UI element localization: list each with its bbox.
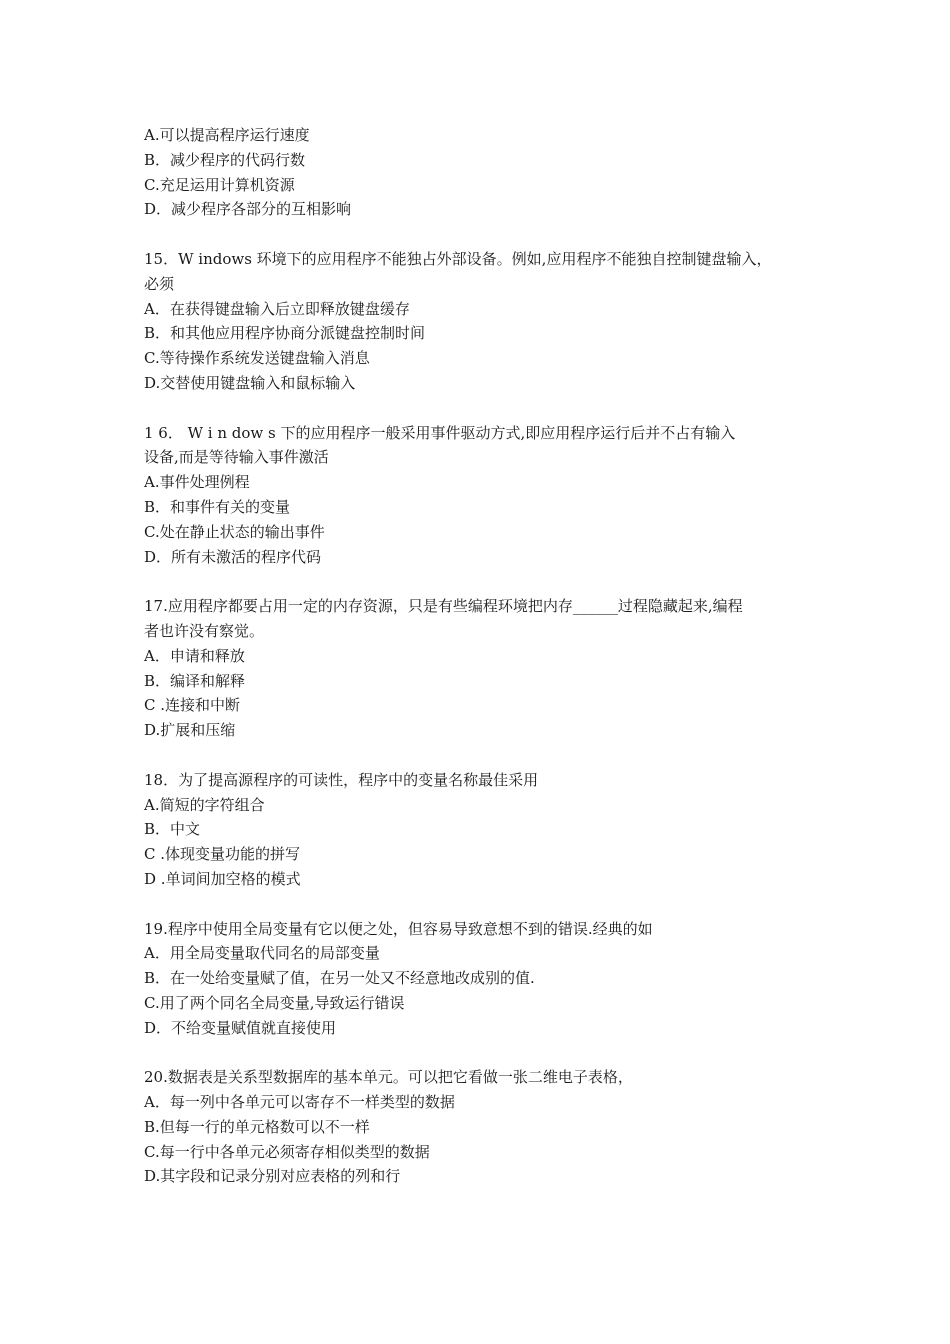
answer-option: C .体现变量功能的拼写 (144, 845, 301, 864)
question-stem-line: 18．为了提高源程序的可读性，程序中的变量名称最佳采用 (144, 770, 539, 789)
answer-option: C.充足运用计算机资源 (144, 175, 295, 194)
block-spacer (144, 222, 824, 247)
question-stem-line: 者也许没有察觉。 (144, 621, 265, 640)
answer-option: A．用全局变量取代同名的局部变量 (144, 944, 380, 963)
answer-option: B．在一处给变量赋了值，在另一处又不经意地改成别的值. (144, 969, 535, 988)
block-spacer (144, 892, 824, 917)
question-block (144, 421, 824, 570)
answer-option: D．不给变量赋值就直接使用 (144, 1018, 337, 1037)
answer-option: A.事件处理例程 (144, 473, 250, 492)
question-stem-line: 必须 (144, 274, 175, 293)
block-spacer (144, 569, 824, 594)
answer-option: A.简短的字符组合 (144, 795, 265, 814)
answer-option: D.交替使用键盘输入和鼠标输入 (144, 373, 356, 392)
answer-option: C.处在静止状态的输出事件 (144, 522, 325, 541)
answer-option: B．减少程序的代码行数 (144, 150, 306, 169)
question-block (144, 594, 824, 743)
answer-option: D．减少程序各部分的互相影响 (144, 200, 352, 219)
question-stem-line: 1 6． W i n dow s 下的应用程序一般采用事件驱动方式,即应用程序运行后并不占有输入 (144, 423, 736, 442)
answer-option: B.但每一行的单元格数可以不一样 (144, 1117, 370, 1136)
answer-option: D.扩展和压缩 (144, 721, 236, 740)
answer-option: B．和其他应用程序协商分派键盘控制时间 (144, 324, 426, 343)
question-stem-line: 17.应用程序都要占用一定的内存资源，只是有些编程环境把内存______过程隐藏起来,编程 (144, 597, 743, 616)
answer-option: C.等待操作系统发送键盘输入消息 (144, 349, 370, 368)
question-block (144, 1065, 824, 1189)
block-spacer (144, 743, 824, 768)
answer-option: B．中文 (144, 820, 201, 839)
block-spacer (144, 396, 824, 421)
answer-option: D .单词间加空格的模式 (144, 869, 301, 888)
answer-option: A．在获得键盘输入后立即释放键盘缓存 (144, 299, 410, 318)
answer-option: A.可以提高程序运行速度 (144, 126, 310, 144)
answer-option: D.其字段和记录分别对应表格的列和行 (144, 1167, 401, 1186)
question-stem-line: 设备,而是等待输入事件激活 (144, 448, 329, 467)
question-list (144, 123, 824, 1189)
answer-option: C.每一行中各单元必须寄存相似类型的数据 (144, 1142, 430, 1161)
question-block (144, 247, 824, 396)
question-stem-line: 19.程序中使用全局变量有它以便之处，但容易导致意想不到的错误.经典的如 (144, 919, 653, 938)
answer-option: A．申请和释放 (144, 646, 245, 665)
answer-option: A．每一列中各单元可以寄存不一样类型的数据 (144, 1093, 455, 1112)
question-stem-line: 20.数据表是关系型数据库的基本单元。可以把它看做一张二维电子表格， (144, 1068, 633, 1087)
answer-option: B．编译和解释 (144, 671, 246, 690)
answer-option: C .连接和中断 (144, 696, 241, 715)
question-stem-line: 15．W indows 环境下的应用程序不能独占外部设备。例如,应用程序不能独自控制键盘输入， (144, 249, 772, 268)
question-block (144, 768, 824, 892)
answer-option: B．和事件有关的变量 (144, 497, 291, 516)
block-spacer (144, 1040, 824, 1065)
question-block (144, 917, 824, 1041)
question-block (144, 123, 824, 222)
answer-option: C.用了两个同名全局变量,导致运行错误 (144, 993, 405, 1012)
answer-option: D．所有未激活的程序代码 (144, 547, 322, 566)
